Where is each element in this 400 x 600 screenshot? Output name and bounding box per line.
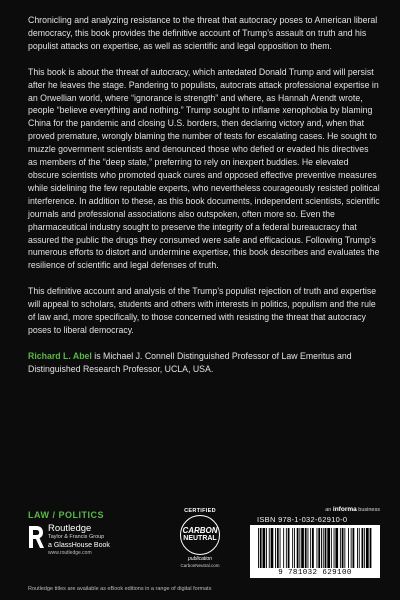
author-bio-text: is Michael J. Connell Distinguished Professor of Law Emeritus and Distinguished Research Professor, UCLA, USA. bbox=[28, 350, 352, 374]
badge-neutral: NEUTRAL bbox=[183, 535, 217, 542]
blurb-paragraph-1: Chronicling and analyzing resistance to the threat that autocracy poses to American liberal democracy, this book provides the definitive account of Trump’s assault on truth and his populist attacks on expertise, as well as scientific and legal opposition to them. bbox=[28, 15, 378, 51]
routledge-r-logo-icon bbox=[28, 525, 44, 549]
barcode bbox=[250, 525, 380, 578]
badge-url: CarbonNeutral.com bbox=[180, 563, 220, 568]
publisher-name: Routledge bbox=[48, 523, 92, 534]
badge-carbon: CARBON bbox=[182, 526, 218, 535]
barcode-digits: 9 781032 629100 bbox=[278, 569, 352, 577]
publisher-logo bbox=[28, 523, 178, 559]
subject-category: LAW / POLITICS bbox=[28, 510, 104, 520]
publisher-group: Taylor & Francis Group bbox=[48, 534, 105, 540]
ebook-footnote: Routledge titles are available as eBook editions in a range of digital formats bbox=[28, 586, 212, 592]
author-name: Richard L. Abel bbox=[28, 350, 92, 361]
badge-certified: CERTIFIED bbox=[184, 508, 216, 514]
badge-circle-icon bbox=[180, 515, 220, 555]
blurb-paragraph-3: This definitive account and analysis of the Trump’s populist rejection of truth and expertise will appeal to scholars, students and others with interests in politics, populism and the rule of law and, more specifically, to those concerned with resisting the threat that autocracy poses to liberal democracy. bbox=[28, 286, 377, 335]
informa-business-label: an informa business bbox=[325, 506, 380, 513]
isbn-label: ISBN 978-1-032-62910-0 bbox=[257, 515, 348, 524]
carbon-neutral-badge bbox=[172, 508, 228, 578]
badge-publication: publication bbox=[188, 556, 212, 562]
barcode-area bbox=[250, 506, 380, 578]
barcode-bars-icon bbox=[256, 528, 374, 568]
back-cover-blurb bbox=[28, 14, 380, 389]
publisher-url: www.routledge.com bbox=[48, 550, 92, 556]
publisher-imprint: a GlassHouse Book bbox=[48, 542, 110, 549]
blurb-paragraph-2: This book is about the threat of autocracy, which antedated Donald Trump and will persist after he leaves the stage. Pandering to populists, autocrats attack professional expertise in an Orwellian world, where “ignorance is strength” and where, as Hannah Arendt wrote, people “believe everything and nothing.” Trump sought to inflame xenophobia by blaming China for the pandemic and closing U.S. borders, then declaring victory and, when that proved premature, wrongly blaming the number of tests for escalating cases. He sought to muzzle government scientists and denounced those who defied or evaded his directives as members of the “deep state,” preferring to rely on inexpert buddies. He elevated obscure scientists who promoted quack cures and opposed effective preventive measures while sidelining the few reputable experts, who nevertheless courageously resisted political interference. In addition to these, as this book documents, independent scientists, scientific journals and professional associations also outspoken, often more so. Even the pharmaceutical industry sought to preserve the integrity of a federal bureaucracy that assured the public the drugs they consumed were safe and efficacious. Following Trump’s numerous efforts to distort and undermine expertise, this book describes and evaluates the resilience of scientific and legal defenses of truth. bbox=[28, 66, 380, 271]
author-bio bbox=[28, 350, 380, 376]
